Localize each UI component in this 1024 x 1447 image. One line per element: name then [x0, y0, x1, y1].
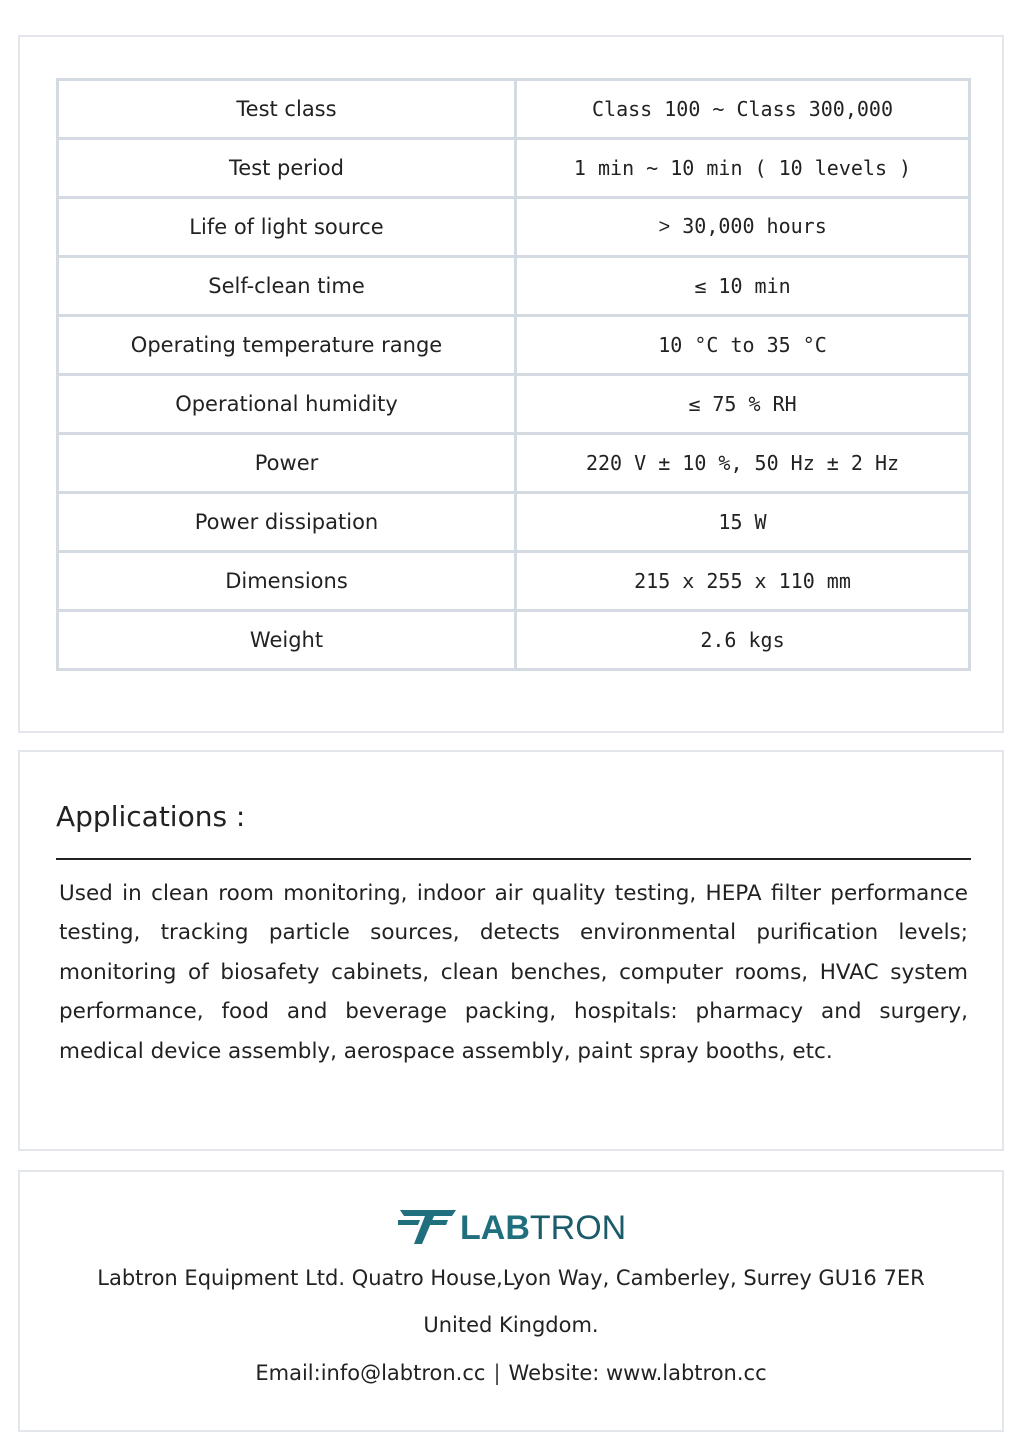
spec-row	[58, 611, 970, 670]
spec-row	[58, 198, 970, 257]
spec-row	[58, 375, 970, 434]
applications-title: Applications :	[56, 800, 246, 833]
spec-value: ≤ 75 % RH	[516, 375, 970, 434]
logo-lab: LAB	[460, 1209, 530, 1247]
spec-value: Class 100 ~ Class 300,000	[516, 80, 970, 139]
spec-row	[58, 80, 970, 139]
spec-value: ˃ 30,000 hours	[516, 198, 970, 257]
spec-label: Power dissipation	[58, 493, 516, 552]
applications-divider	[56, 858, 971, 860]
contact-separator: |	[493, 1361, 501, 1385]
spec-label: Test period	[58, 139, 516, 198]
spec-label: Operational humidity	[58, 375, 516, 434]
spec-label: Test class	[58, 80, 516, 139]
spec-value: 1 min ~ 10 min ( 10 levels )	[516, 139, 970, 198]
logo-wordmark	[460, 1208, 626, 1248]
spec-row	[58, 316, 970, 375]
spec-value: 220 V ± 10 %, 50 Hz ± 2 Hz	[516, 434, 970, 493]
spec-row	[58, 552, 970, 611]
labtron-logo	[398, 1202, 638, 1250]
spec-label: Power	[58, 434, 516, 493]
spec-value: 15 W	[516, 493, 970, 552]
logo-tron: TRON	[529, 1209, 627, 1247]
applications-text: Used in clean room monitoring, indoor air quality testing, HEPA filter performance testing, tracking particle sources, detects environmental purification levels; monitoring of biosafety cabinets, clean benches, computer rooms, HVAC system performance, food and beverage packing, hospitals: pharmacy and surgery, medical device assembly, aerospace assembly, paint spray booths, etc.	[59, 881, 968, 1064]
email-link[interactable]: Email:info@labtron.cc	[255, 1361, 486, 1385]
labtron-logo-icon	[398, 1206, 460, 1246]
address-line-1: Labtron Equipment Ltd. Quatro House,Lyon Way, Camberley, Surrey GU16 7ER	[97, 1266, 925, 1290]
contact-line	[20, 1361, 1002, 1385]
footer-panel	[18, 1170, 1004, 1432]
website-link[interactable]: Website: www.labtron.cc	[508, 1361, 767, 1385]
spec-label: Life of light source	[58, 198, 516, 257]
applications-panel	[18, 750, 1004, 1151]
spec-row	[58, 139, 970, 198]
spec-label: Operating temperature range	[58, 316, 516, 375]
spec-label: Weight	[58, 611, 516, 670]
spec-label: Dimensions	[58, 552, 516, 611]
spec-value: 10 °C to 35 °C	[516, 316, 970, 375]
spec-value: 215 x 255 x 110 mm	[516, 552, 970, 611]
spec-row	[58, 257, 970, 316]
spec-row	[58, 434, 970, 493]
address-line-2: United Kingdom.	[423, 1313, 599, 1337]
spec-label: Self-clean time	[58, 257, 516, 316]
spec-value: 2.6 kgs	[516, 611, 970, 670]
specifications-panel	[18, 35, 1004, 733]
specifications-table	[56, 78, 971, 671]
spec-row	[58, 493, 970, 552]
spec-value: ≤ 10 min	[516, 257, 970, 316]
